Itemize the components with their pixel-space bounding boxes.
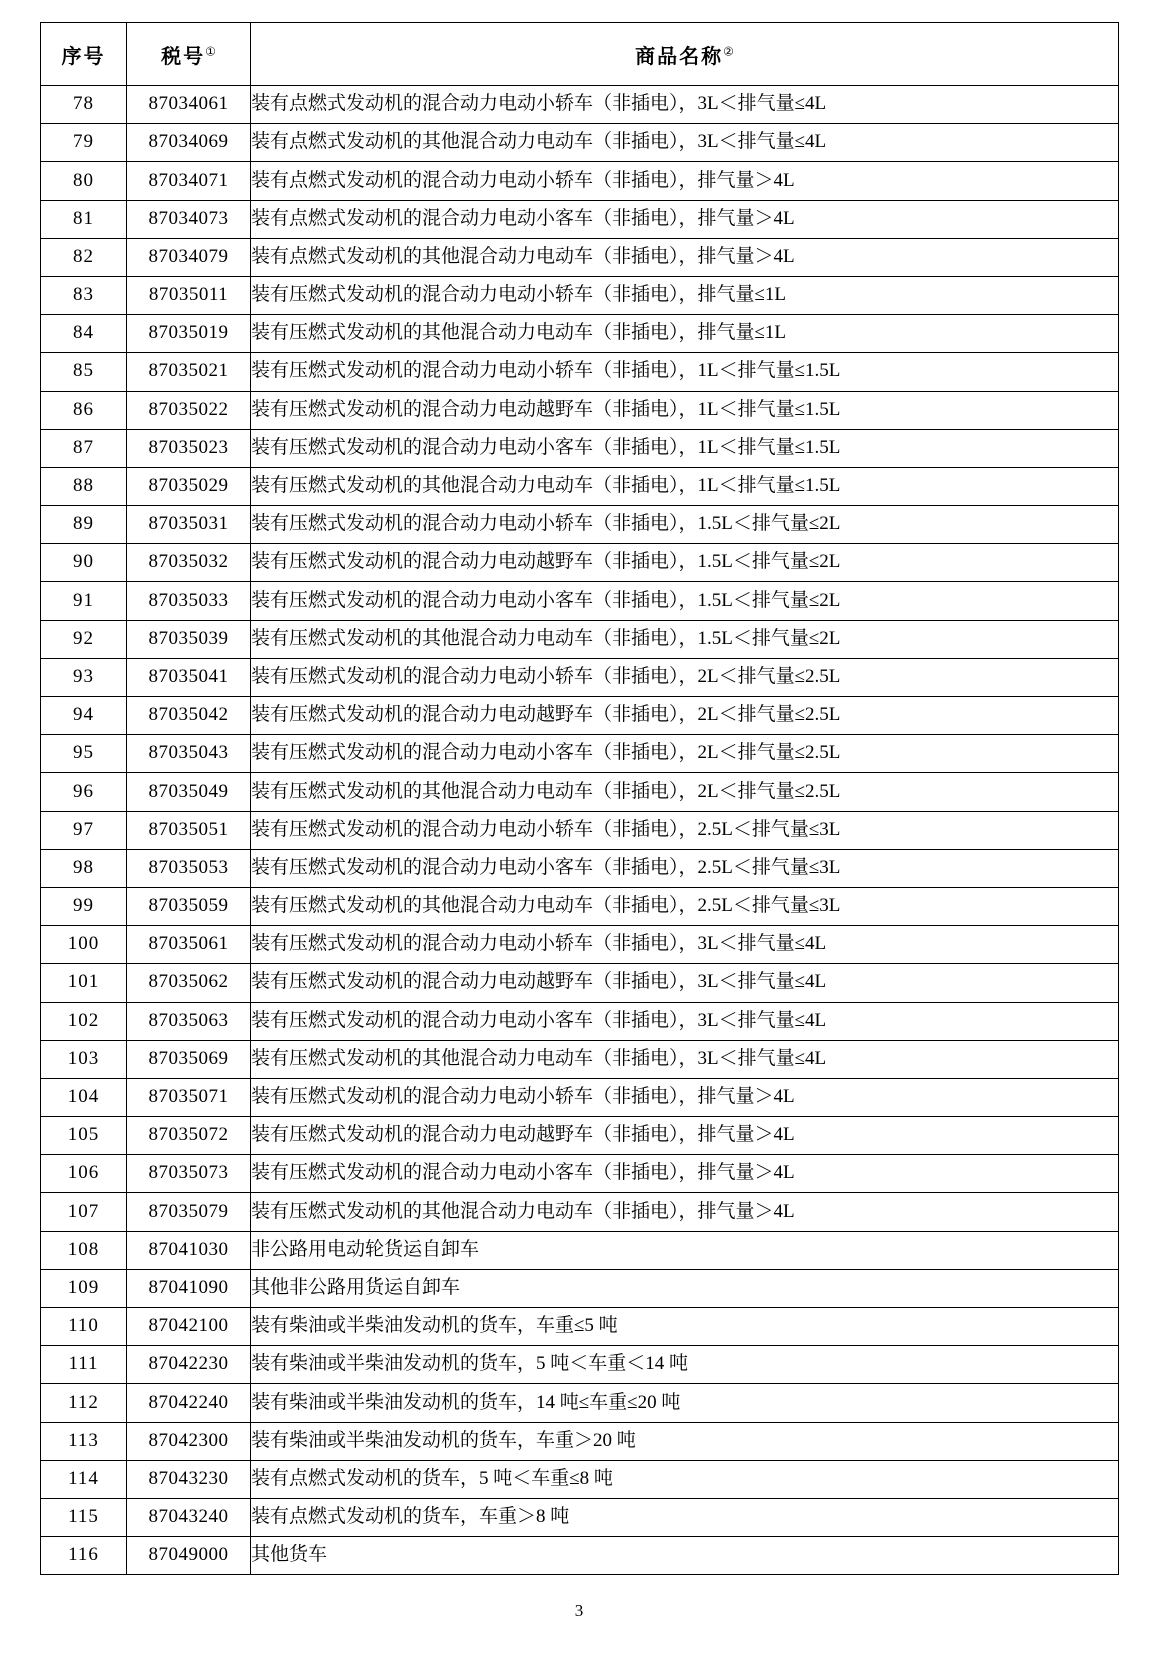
cell-tax-code: 87035021 (127, 353, 251, 391)
table-row (41, 86, 1119, 124)
cell-tax-code: 87035019 (127, 315, 251, 353)
cell-product-name: 装有压燃式发动机的混合动力电动越野车（非插电），2L＜排气量≤2.5L (251, 697, 1119, 735)
cell-tax-code: 87043230 (127, 1460, 251, 1498)
cell-tax-code: 87035042 (127, 697, 251, 735)
cell-tax-code: 87041090 (127, 1269, 251, 1307)
table-row (41, 1498, 1119, 1536)
cell-product-name: 装有压燃式发动机的混合动力电动小轿车（非插电），1L＜排气量≤1.5L (251, 353, 1119, 391)
cell-sequence: 93 (41, 658, 127, 696)
cell-tax-code: 87035079 (127, 1193, 251, 1231)
cell-product-name: 装有压燃式发动机的混合动力电动小轿车（非插电），3L＜排气量≤4L (251, 926, 1119, 964)
cell-tax-code: 87035041 (127, 658, 251, 696)
cell-product-name: 装有压燃式发动机的其他混合动力电动车（非插电），1.5L＜排气量≤2L (251, 620, 1119, 658)
cell-sequence: 106 (41, 1155, 127, 1193)
cell-product-name: 装有压燃式发动机的混合动力电动小轿车（非插电），排气量≤1L (251, 276, 1119, 314)
cell-sequence: 111 (41, 1346, 127, 1384)
cell-tax-code: 87035062 (127, 964, 251, 1002)
cell-product-name: 其他货车 (251, 1537, 1119, 1575)
cell-sequence: 115 (41, 1498, 127, 1536)
table-row (41, 276, 1119, 314)
cell-tax-code: 87034069 (127, 124, 251, 162)
cell-sequence: 97 (41, 811, 127, 849)
cell-sequence: 84 (41, 315, 127, 353)
table-row (41, 467, 1119, 505)
cell-product-name: 装有压燃式发动机的混合动力电动越野车（非插电），3L＜排气量≤4L (251, 964, 1119, 1002)
table-row (41, 200, 1119, 238)
cell-tax-code: 87042300 (127, 1422, 251, 1460)
cell-sequence: 82 (41, 238, 127, 276)
cell-product-name: 装有压燃式发动机的其他混合动力电动车（非插电），2.5L＜排气量≤3L (251, 887, 1119, 925)
cell-product-name: 装有压燃式发动机的混合动力电动越野车（非插电），排气量＞4L (251, 1117, 1119, 1155)
cell-tax-code: 87035023 (127, 429, 251, 467)
table-row (41, 773, 1119, 811)
cell-sequence: 112 (41, 1384, 127, 1422)
cell-tax-code: 87035031 (127, 506, 251, 544)
column-header-product-name-note: ② (723, 43, 734, 58)
cell-tax-code: 87035033 (127, 582, 251, 620)
cell-tax-code: 87035073 (127, 1155, 251, 1193)
cell-tax-code: 87034079 (127, 238, 251, 276)
cell-product-name: 装有点燃式发动机的混合动力电动小轿车（非插电），排气量＞4L (251, 162, 1119, 200)
cell-product-name: 装有点燃式发动机的混合动力电动小轿车（非插电），3L＜排气量≤4L (251, 86, 1119, 124)
cell-product-name: 装有点燃式发动机的其他混合动力电动车（非插电），排气量＞4L (251, 238, 1119, 276)
cell-sequence: 113 (41, 1422, 127, 1460)
table-row (41, 1308, 1119, 1346)
cell-sequence: 94 (41, 697, 127, 735)
cell-sequence: 107 (41, 1193, 127, 1231)
column-header-product-name-label: 商品名称 (635, 45, 724, 68)
cell-sequence: 99 (41, 887, 127, 925)
page-number: 3 (574, 1601, 584, 1620)
cell-product-name: 装有点燃式发动机的其他混合动力电动车（非插电），3L＜排气量≤4L (251, 124, 1119, 162)
table-row (41, 620, 1119, 658)
page-footer (0, 1601, 1158, 1621)
table-row (41, 697, 1119, 735)
cell-tax-code: 87035063 (127, 1002, 251, 1040)
column-header-sequence-label: 序号 (61, 45, 106, 68)
cell-sequence: 110 (41, 1308, 127, 1346)
table-row (41, 1537, 1119, 1575)
cell-product-name: 装有柴油或半柴油发动机的货车，14 吨≤车重≤20 吨 (251, 1384, 1119, 1422)
table-row (41, 964, 1119, 1002)
cell-product-name: 装有压燃式发动机的混合动力电动越野车（非插电），1L＜排气量≤1.5L (251, 391, 1119, 429)
cell-product-name: 装有柴油或半柴油发动机的货车，5 吨＜车重＜14 吨 (251, 1346, 1119, 1384)
table-row (41, 658, 1119, 696)
cell-sequence: 105 (41, 1117, 127, 1155)
table-row (41, 849, 1119, 887)
table-row (41, 544, 1119, 582)
cell-product-name: 非公路用电动轮货运自卸车 (251, 1231, 1119, 1269)
table-row (41, 811, 1119, 849)
cell-product-name: 装有压燃式发动机的混合动力电动小客车（非插电），1.5L＜排气量≤2L (251, 582, 1119, 620)
column-header-tax-code-note: ① (205, 43, 216, 58)
table-header (41, 23, 1119, 86)
cell-sequence: 88 (41, 467, 127, 505)
cell-sequence: 92 (41, 620, 127, 658)
cell-product-name: 装有压燃式发动机的其他混合动力电动车（非插电），排气量≤1L (251, 315, 1119, 353)
cell-product-name: 装有压燃式发动机的混合动力电动小客车（非插电），1L＜排气量≤1.5L (251, 429, 1119, 467)
table-row (41, 887, 1119, 925)
table-row (41, 1002, 1119, 1040)
cell-tax-code: 87034073 (127, 200, 251, 238)
table-row (41, 238, 1119, 276)
cell-tax-code: 87035049 (127, 773, 251, 811)
cell-product-name: 装有压燃式发动机的混合动力电动越野车（非插电），1.5L＜排气量≤2L (251, 544, 1119, 582)
cell-sequence: 86 (41, 391, 127, 429)
cell-product-name: 装有压燃式发动机的其他混合动力电动车（非插电），3L＜排气量≤4L (251, 1040, 1119, 1078)
cell-tax-code: 87035043 (127, 735, 251, 773)
cell-product-name: 其他非公路用货运自卸车 (251, 1269, 1119, 1307)
cell-tax-code: 87035032 (127, 544, 251, 582)
cell-sequence: 85 (41, 353, 127, 391)
cell-tax-code: 87035051 (127, 811, 251, 849)
cell-tax-code: 87035069 (127, 1040, 251, 1078)
cell-sequence: 103 (41, 1040, 127, 1078)
cell-product-name: 装有压燃式发动机的混合动力电动小轿车（非插电），排气量＞4L (251, 1078, 1119, 1116)
cell-sequence: 90 (41, 544, 127, 582)
column-header-sequence (41, 23, 127, 86)
cell-tax-code: 87043240 (127, 1498, 251, 1536)
table-row (41, 926, 1119, 964)
cell-tax-code: 87035011 (127, 276, 251, 314)
table-row (41, 506, 1119, 544)
cell-sequence: 87 (41, 429, 127, 467)
table-row (41, 1422, 1119, 1460)
table-row (41, 429, 1119, 467)
cell-tax-code: 87041030 (127, 1231, 251, 1269)
table-row (41, 1040, 1119, 1078)
cell-product-name: 装有压燃式发动机的混合动力电动小客车（非插电），排气量＞4L (251, 1155, 1119, 1193)
cell-sequence: 116 (41, 1537, 127, 1575)
cell-sequence: 96 (41, 773, 127, 811)
cell-tax-code: 87035029 (127, 467, 251, 505)
cell-tax-code: 87034061 (127, 86, 251, 124)
cell-sequence: 102 (41, 1002, 127, 1040)
cell-tax-code: 87035039 (127, 620, 251, 658)
cell-sequence: 83 (41, 276, 127, 314)
cell-tax-code: 87049000 (127, 1537, 251, 1575)
cell-product-name: 装有压燃式发动机的混合动力电动小客车（非插电），2.5L＜排气量≤3L (251, 849, 1119, 887)
table-row (41, 162, 1119, 200)
cell-product-name: 装有柴油或半柴油发动机的货车，车重≤5 吨 (251, 1308, 1119, 1346)
cell-sequence: 114 (41, 1460, 127, 1498)
table-row (41, 1193, 1119, 1231)
cell-sequence: 81 (41, 200, 127, 238)
cell-product-name: 装有点燃式发动机的混合动力电动小客车（非插电），排气量＞4L (251, 200, 1119, 238)
table-row (41, 1460, 1119, 1498)
cell-tax-code: 87035071 (127, 1078, 251, 1116)
cell-tax-code: 87035053 (127, 849, 251, 887)
table-row (41, 1269, 1119, 1307)
table-row (41, 1384, 1119, 1422)
column-header-tax-code-label: 税号 (161, 45, 206, 68)
cell-tax-code: 87035059 (127, 887, 251, 925)
table-row (41, 1155, 1119, 1193)
cell-tax-code: 87035022 (127, 391, 251, 429)
cell-product-name: 装有点燃式发动机的货车，5 吨＜车重≤8 吨 (251, 1460, 1119, 1498)
cell-product-name: 装有压燃式发动机的其他混合动力电动车（非插电），2L＜排气量≤2.5L (251, 773, 1119, 811)
cell-sequence: 100 (41, 926, 127, 964)
table-row (41, 315, 1119, 353)
table-row (41, 735, 1119, 773)
cell-tax-code: 87042240 (127, 1384, 251, 1422)
cell-sequence: 108 (41, 1231, 127, 1269)
tariff-table (40, 22, 1119, 1575)
table-body (41, 86, 1119, 1575)
cell-sequence: 95 (41, 735, 127, 773)
table-row (41, 124, 1119, 162)
column-header-product-name (251, 23, 1119, 86)
table-row (41, 391, 1119, 429)
cell-sequence: 91 (41, 582, 127, 620)
column-header-tax-code (127, 23, 251, 86)
table-row (41, 1346, 1119, 1384)
cell-tax-code: 87035061 (127, 926, 251, 964)
cell-product-name: 装有点燃式发动机的货车，车重＞8 吨 (251, 1498, 1119, 1536)
cell-product-name: 装有压燃式发动机的其他混合动力电动车（非插电），1L＜排气量≤1.5L (251, 467, 1119, 505)
table-header-row (41, 23, 1119, 86)
table-row (41, 1117, 1119, 1155)
cell-product-name: 装有压燃式发动机的混合动力电动小轿车（非插电），2L＜排气量≤2.5L (251, 658, 1119, 696)
table-row (41, 1231, 1119, 1269)
cell-sequence: 78 (41, 86, 127, 124)
cell-sequence: 104 (41, 1078, 127, 1116)
table-row (41, 1078, 1119, 1116)
cell-tax-code: 87042100 (127, 1308, 251, 1346)
cell-sequence: 98 (41, 849, 127, 887)
cell-tax-code: 87034071 (127, 162, 251, 200)
cell-product-name: 装有压燃式发动机的混合动力电动小客车（非插电），2L＜排气量≤2.5L (251, 735, 1119, 773)
table-row (41, 353, 1119, 391)
cell-sequence: 80 (41, 162, 127, 200)
table-row (41, 582, 1119, 620)
cell-product-name: 装有压燃式发动机的混合动力电动小轿车（非插电），1.5L＜排气量≤2L (251, 506, 1119, 544)
cell-product-name: 装有压燃式发动机的混合动力电动小轿车（非插电），2.5L＜排气量≤3L (251, 811, 1119, 849)
cell-sequence: 79 (41, 124, 127, 162)
cell-product-name: 装有柴油或半柴油发动机的货车，车重＞20 吨 (251, 1422, 1119, 1460)
cell-product-name: 装有压燃式发动机的混合动力电动小客车（非插电），3L＜排气量≤4L (251, 1002, 1119, 1040)
cell-tax-code: 87035072 (127, 1117, 251, 1155)
cell-product-name: 装有压燃式发动机的其他混合动力电动车（非插电），排气量＞4L (251, 1193, 1119, 1231)
cell-sequence: 101 (41, 964, 127, 1002)
cell-tax-code: 87042230 (127, 1346, 251, 1384)
cell-sequence: 89 (41, 506, 127, 544)
cell-sequence: 109 (41, 1269, 127, 1307)
